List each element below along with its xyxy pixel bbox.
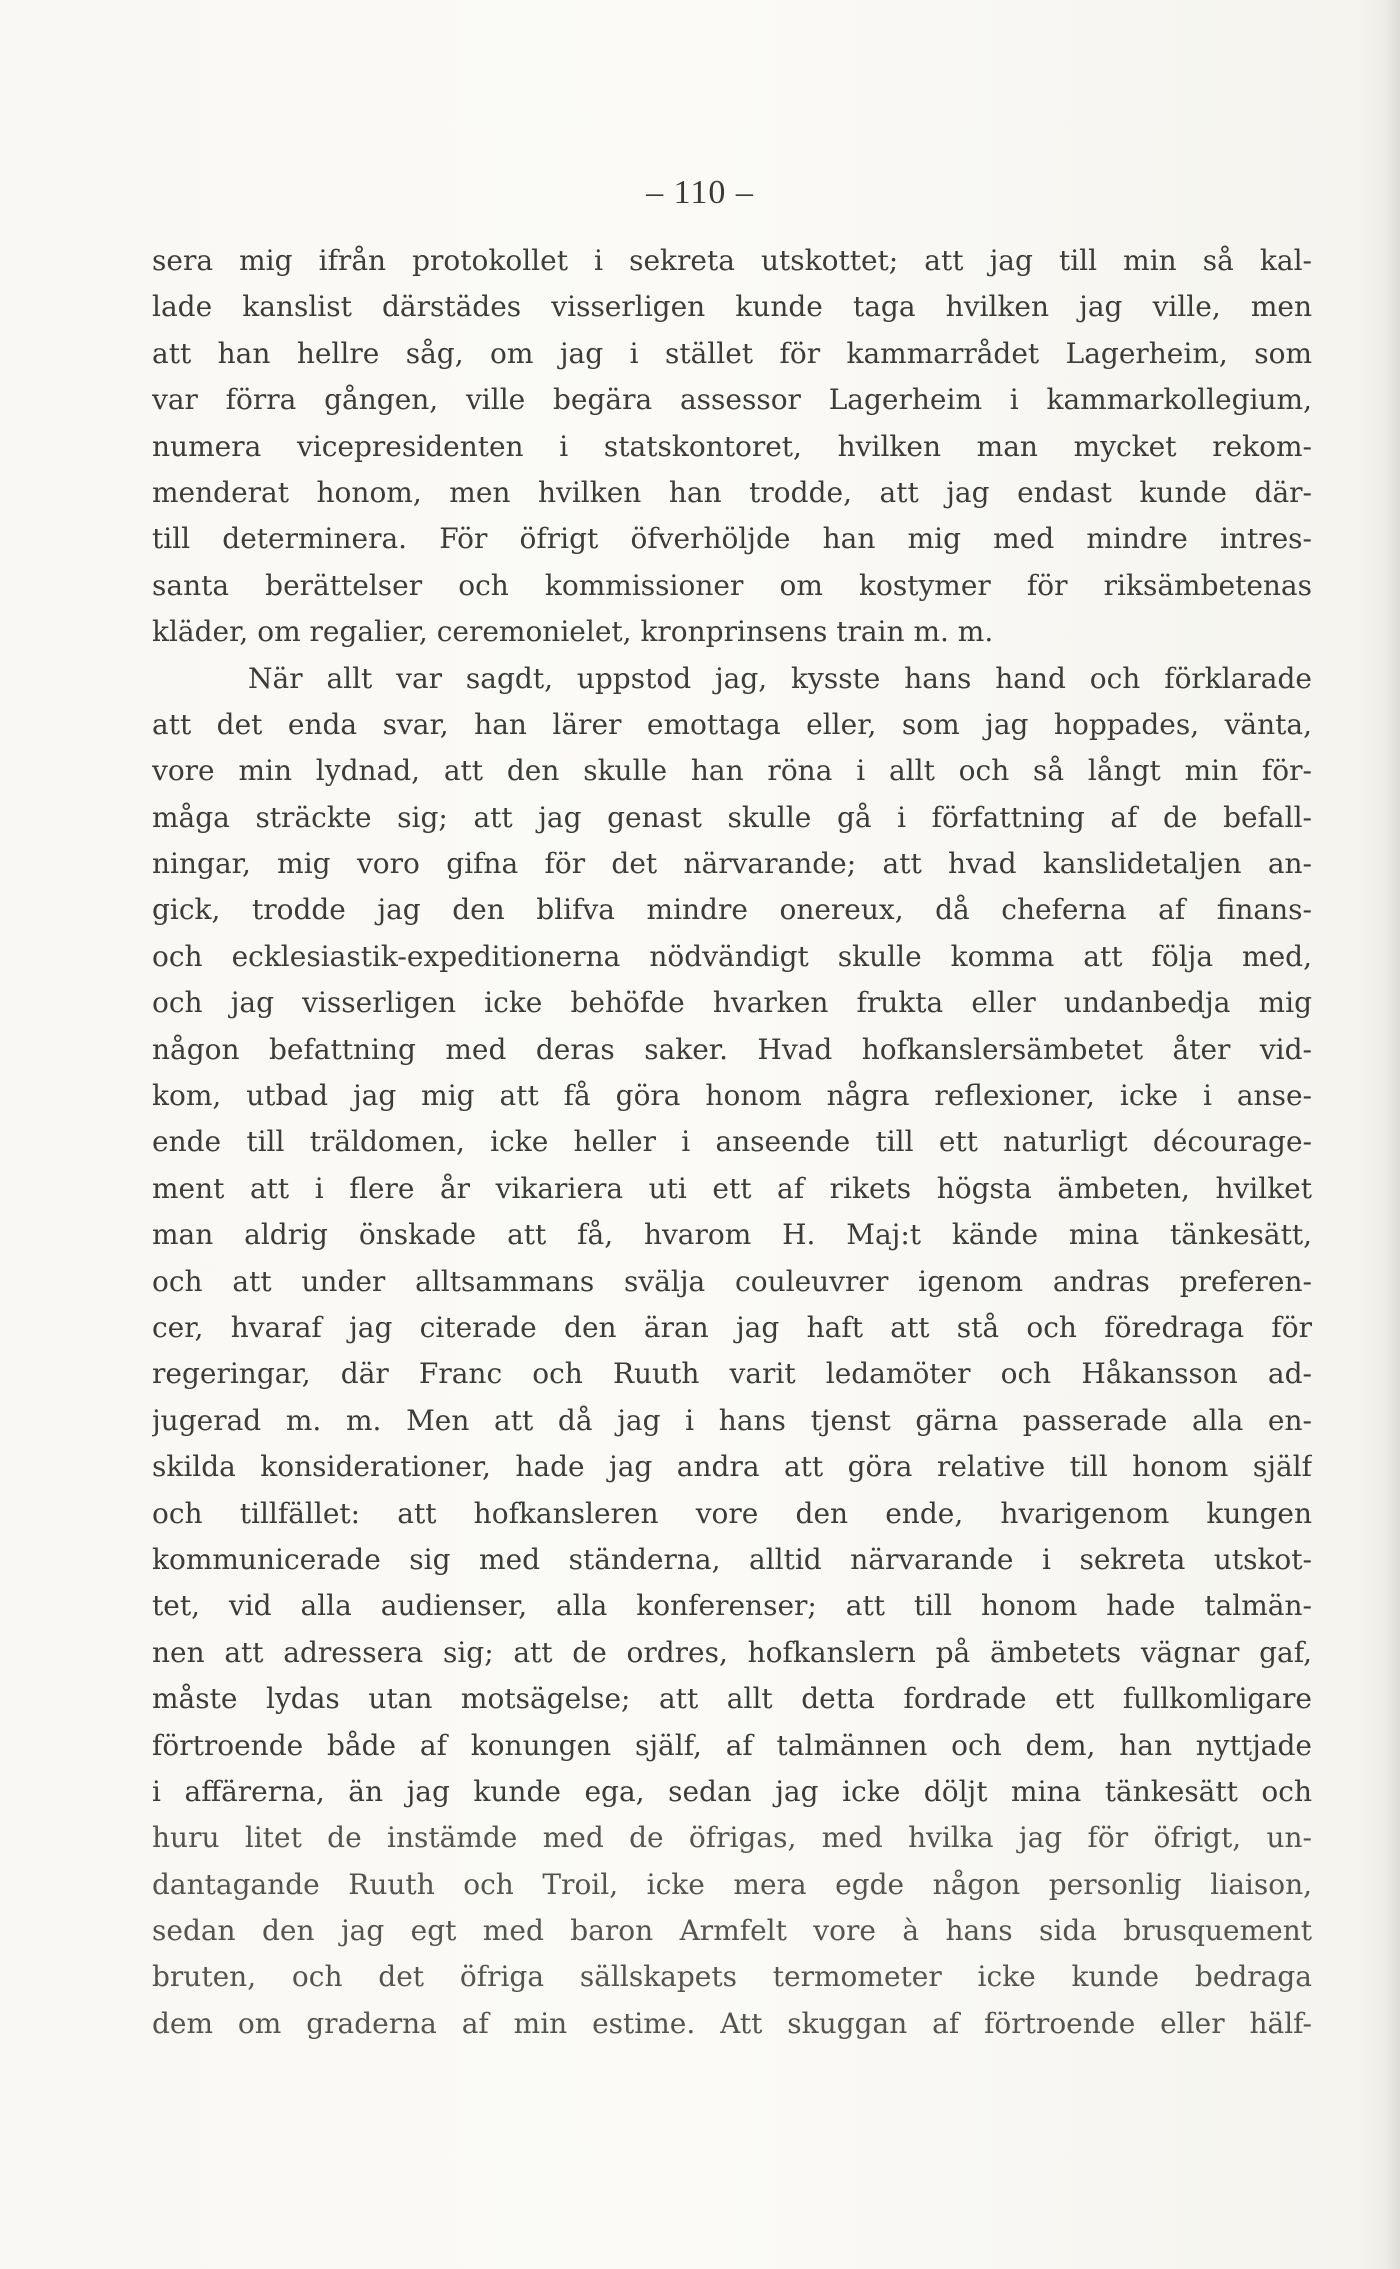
text-line: huru litet de instämde med de öfrigas, med hvilka jag för öfrigt, un- xyxy=(152,1821,1312,1855)
text-line: lade kanslist därstädes visserligen kunde taga hvilken jag ville, men xyxy=(152,290,1312,324)
text-line: kläder, om regalier, ceremonielet, kronprinsens train m. m. xyxy=(152,615,994,649)
text-line: bruten, och det öfriga sällskapets termometer icke kunde bedraga xyxy=(152,1960,1312,1994)
text-line: dantagande Ruuth och Troil, icke mera egde någon personlig liaison, xyxy=(152,1867,1312,1901)
text-line: i affärerna, än jag kunde ega, sedan jag icke döljt mina tänkesätt och xyxy=(152,1774,1312,1808)
text-line: att det enda svar, han lärer emottaga eller, som jag hoppades, vänta, xyxy=(152,707,1312,741)
text-line: och tillfället: att hofkansleren vore den ende, hvarigenom kungen xyxy=(152,1496,1312,1530)
text-line: sera mig ifrån protokollet i sekreta utskottet; att jag till min så kal- xyxy=(152,244,1312,277)
text-line: och att under alltsammans svälja couleuvrer igenom andras preferen- xyxy=(152,1264,1312,1298)
text-line: måste lydas utan motsägelse; att allt detta fordrade ett fullkomligare xyxy=(152,1682,1312,1716)
text-line: jugerad m. m. Men att då jag i hans tjenst gärna passerade alla en- xyxy=(152,1403,1312,1437)
text-line: förtroende både af konungen själf, af talmännen och dem, han nyttjade xyxy=(152,1728,1312,1762)
page-edge-shadow xyxy=(1386,0,1400,2269)
text-line: vore min lydnad, att den skulle han röna i allt och så långt min för- xyxy=(152,754,1312,788)
text-line: ende till träldomen, icke heller i anseende till ett naturligt décourage- xyxy=(152,1125,1312,1159)
text-line: man aldrig önskade att få, hvarom H. Maj:t kände mina tänkesätt, xyxy=(152,1218,1312,1252)
text-line: ment att i flere år vikariera uti ett af rikets högsta ämbeten, hvilket xyxy=(152,1171,1312,1205)
text-line: och jag visserligen icke behöfde hvarken frukta eller undanbedja mig xyxy=(152,986,1312,1020)
text-line: till determinera. För öfrigt öfverhöljde han mig med mindre intres- xyxy=(152,522,1312,556)
text-line: När allt var sagdt, uppstod jag, kysste hans hand och förklarade xyxy=(248,661,1312,695)
text-line: måga sträckte sig; att jag genast skulle gå i författning af de befall- xyxy=(152,800,1312,834)
text-line: kom, utbad jag mig att få göra honom några reflexioner, icke i anse- xyxy=(152,1079,1312,1113)
text-line: regeringar, där Franc och Ruuth varit ledamöter och Håkansson ad- xyxy=(152,1357,1312,1391)
text-line: kommunicerade sig med ständerna, alltid närvarande i sekreta utskot- xyxy=(152,1542,1312,1576)
text-line: skilda konsiderationer, hade jag andra att göra relative till honom själf xyxy=(152,1450,1312,1484)
text-line: cer, hvaraf jag citerade den äran jag haft att stå och föredraga för xyxy=(152,1310,1312,1344)
page-number: – 110 – xyxy=(646,174,754,211)
text-line: numera vicepresidenten i statskontoret, hvilken man mycket rekom- xyxy=(152,429,1312,463)
text-line: sedan den jag egt med baron Armfelt vore à hans sida brusquement xyxy=(152,1914,1312,1948)
text-line: gick, trodde jag den blifva mindre onereux, då cheferna af finans- xyxy=(152,893,1312,927)
text-line: menderat honom, men hvilken han trodde, att jag endast kunde där- xyxy=(152,475,1312,509)
text-line: någon befattning med deras saker. Hvad hofkanslersämbetet åter vid- xyxy=(152,1032,1312,1066)
text-line: santa berättelser och kommissioner om kostymer för riksämbetenas xyxy=(152,568,1312,602)
text-line: tet, vid alla audienser, alla konferenser; att till honom hade talmän- xyxy=(152,1589,1312,1623)
text-line: var förra gången, ville begära assessor Lagerheim i kammarkollegium, xyxy=(152,383,1312,417)
text-line: nen att adressera sig; att de ordres, hofkanslern på ämbetets vägnar gaf, xyxy=(152,1635,1312,1669)
text-line: och ecklesiastik-expeditionerna nödvändigt skulle komma att följa med, xyxy=(152,939,1312,973)
text-line: att han hellre såg, om jag i stället för kammarrådet Lagerheim, som xyxy=(152,336,1312,370)
text-line: dem om graderna af min estime. Att skuggan af förtroende eller hälf- xyxy=(152,2006,1312,2040)
text-line: ningar, mig voro gifna för det närvarande; att hvad kanslidetaljen an- xyxy=(152,847,1312,881)
body-text xyxy=(152,238,1312,2047)
